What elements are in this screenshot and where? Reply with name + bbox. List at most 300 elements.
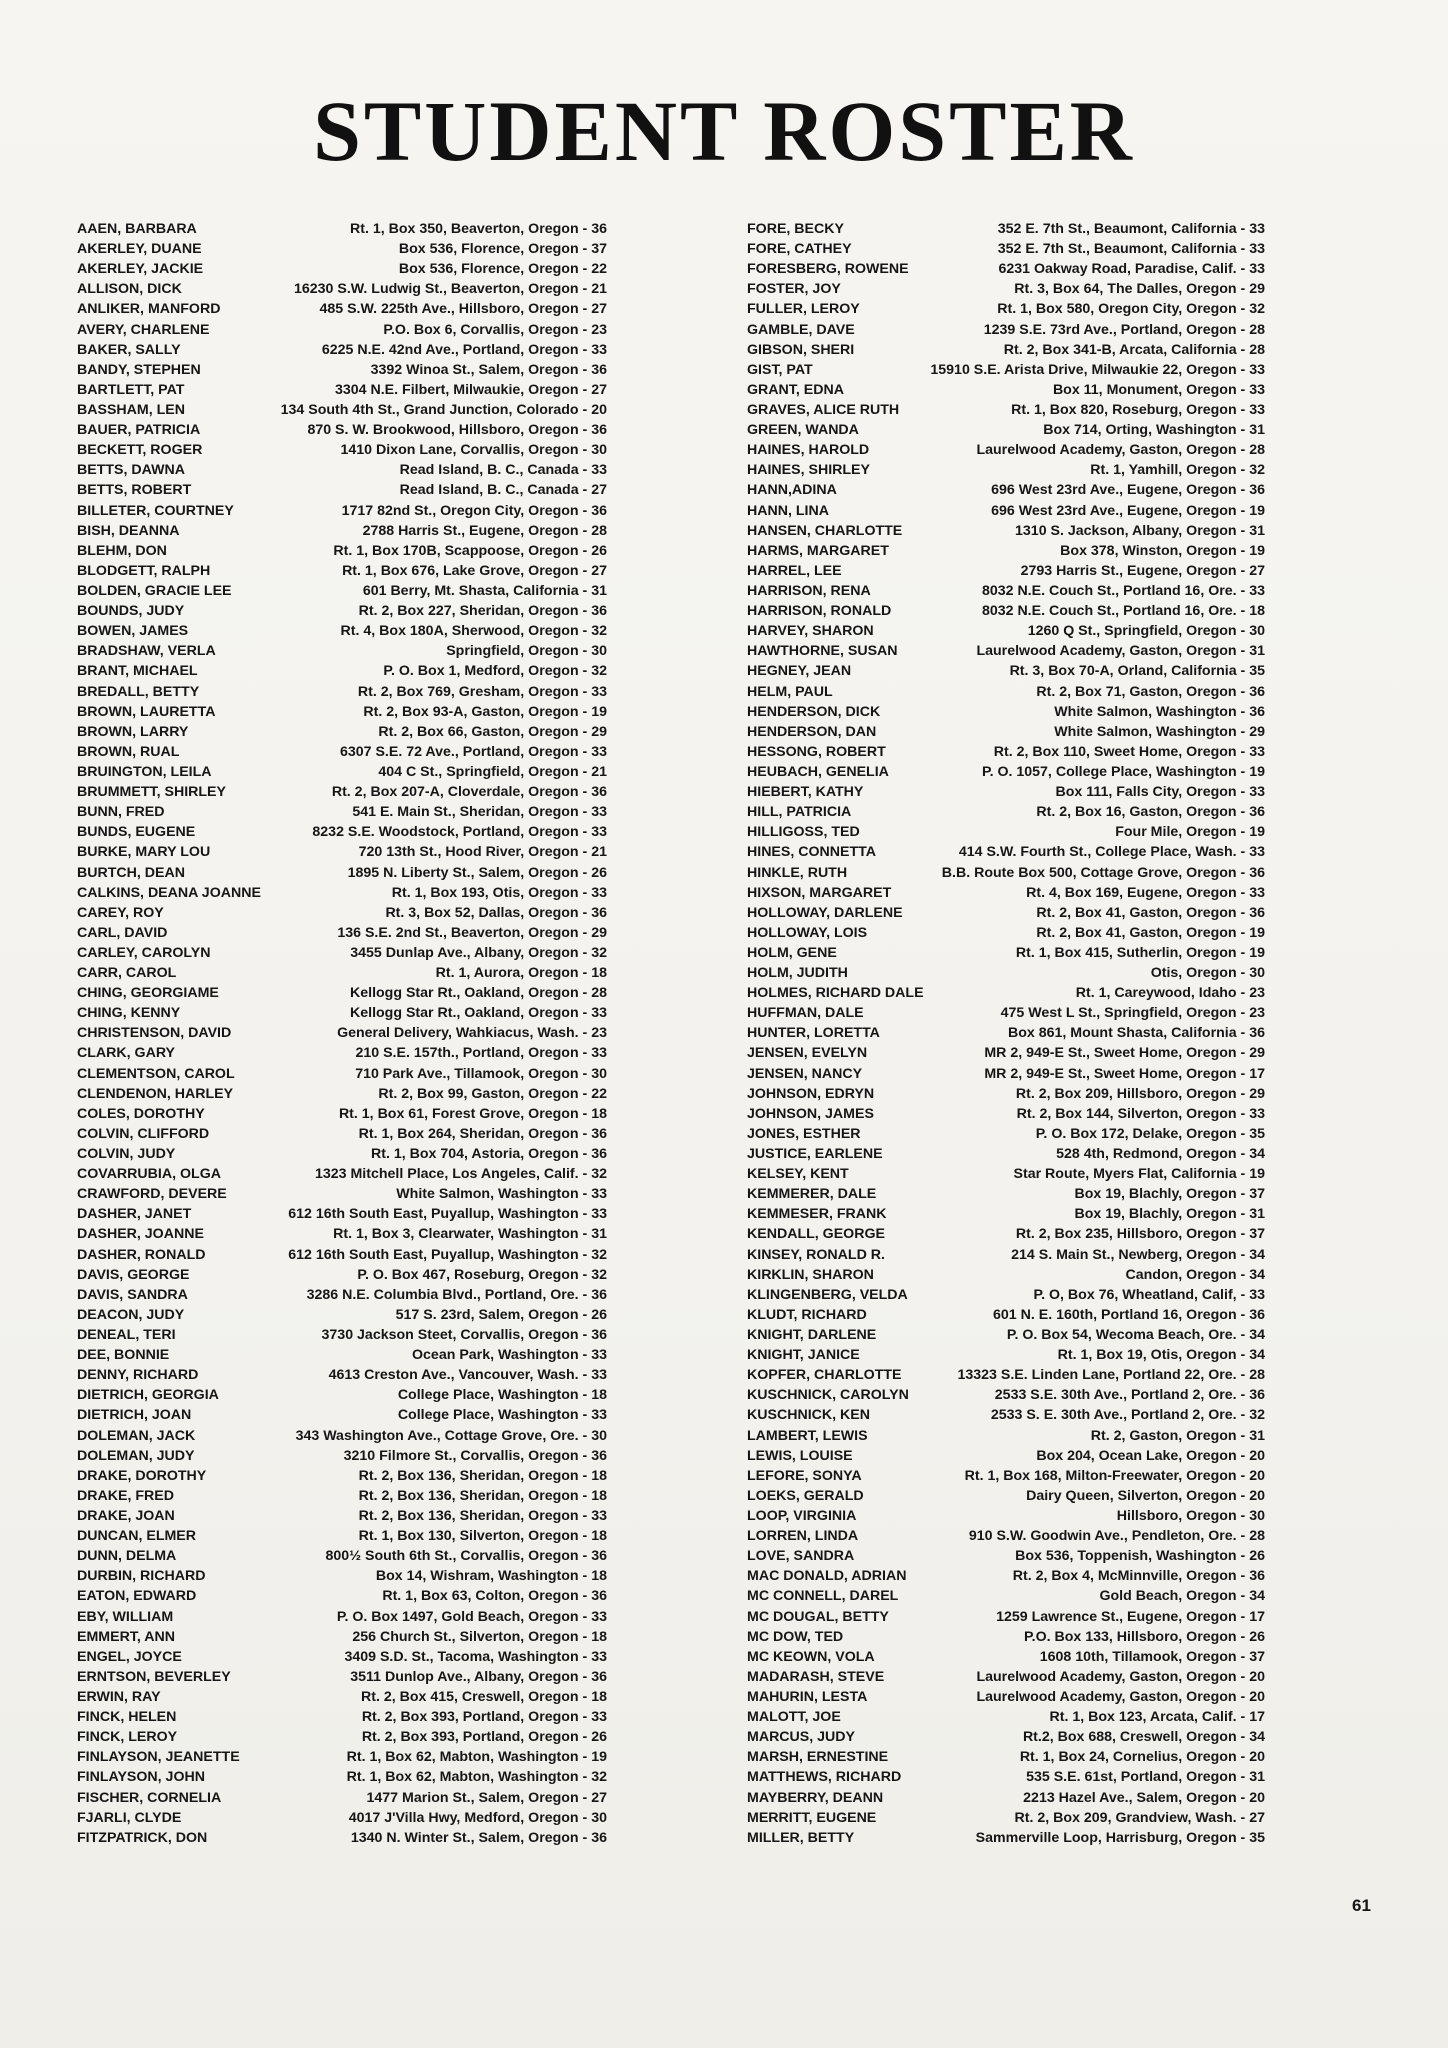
roster-entry [77, 1627, 607, 1647]
roster-entry [77, 1204, 607, 1224]
student-address: Box 19, Blachly, Oregon - 37 [1074, 1186, 1265, 1203]
roster-entry [77, 1064, 607, 1084]
student-address: Box 536, Florence, Oregon - 37 [398, 241, 607, 258]
student-name: MAC DONALD, ADRIAN [747, 1568, 907, 1585]
student-name: BRANT, MICHAEL [77, 663, 198, 680]
roster-entry [747, 1808, 1265, 1828]
student-name: HILLIGOSS, TED [747, 824, 860, 841]
student-name: BUNDS, EUGENE [77, 824, 196, 841]
student-address: 1410 Dixon Lane, Corvallis, Oregon - 30 [340, 442, 607, 459]
student-address: 2533 S.E. 30th Ave., Portland 2, Ore. - 36 [994, 1387, 1265, 1404]
roster-entry [747, 1064, 1265, 1084]
roster-entry [77, 1245, 607, 1265]
student-address: Ocean Park, Washington - 33 [412, 1347, 607, 1364]
roster-entry [77, 883, 607, 903]
roster-entry [747, 661, 1265, 681]
student-address: 414 S.W. Fourth St., College Place, Wash. - 33 [958, 844, 1265, 861]
student-address: 1895 N. Liberty St., Salem, Oregon - 26 [347, 864, 607, 881]
roster-entry [747, 1526, 1265, 1546]
student-name: HEGNEY, JEAN [747, 663, 852, 680]
student-address: Rt. 2, Box 99, Gaston, Oregon - 22 [378, 1085, 607, 1102]
student-address: Rt. 2, Box 136, Sheridan, Oregon - 33 [358, 1508, 607, 1524]
student-address: P. O. Box 1497, Gold Beach, Oregon - 33 [336, 1608, 607, 1625]
student-name: HARRISON, RENA [747, 582, 871, 599]
student-address: 13323 S.E. Linden Lane, Portland 22, Ore. - 28 [957, 1367, 1265, 1384]
student-address: Laurelwood Academy, Gaston, Oregon - 28 [976, 442, 1265, 459]
student-address: MR 2, 949-E St., Sweet Home, Oregon - 17 [984, 1065, 1265, 1082]
student-address: 800½ South 6th St., Corvallis, Oregon - 36 [325, 1548, 607, 1565]
roster-entry [77, 682, 607, 702]
student-name: KLINGENBERG, VELDA [747, 1286, 908, 1303]
student-name: BETTS, ROBERT [77, 482, 192, 499]
roster-entry [747, 239, 1265, 259]
student-address: Rt. 1, Yamhill, Oregon - 32 [1090, 462, 1265, 479]
student-name: CRAWFORD, DEVERE [77, 1186, 227, 1203]
student-address: Rt. 2, Box 209, Grandview, Wash. - 27 [1014, 1809, 1265, 1826]
student-name: LAMBERT, LEWIS [747, 1427, 868, 1444]
roster-entry [77, 380, 607, 400]
student-address: Otis, Oregon - 30 [1150, 965, 1265, 982]
roster-entry [747, 1124, 1265, 1144]
student-address: 210 S.E. 157th., Portland, Oregon - 33 [355, 1045, 607, 1062]
student-address: Rt. 1, Box 3, Clearwater, Washington - 31 [333, 1226, 607, 1243]
student-address: 352 E. 7th St., Beaumont, California - 33 [997, 221, 1265, 237]
student-name: MILLER, BETTY [747, 1829, 855, 1846]
student-name: BROWN, RUAL [77, 743, 180, 760]
roster-entry [77, 1566, 607, 1586]
student-name: JOHNSON, JAMES [747, 1105, 874, 1122]
student-address: 352 E. 7th St., Beaumont, California - 33 [997, 241, 1265, 258]
student-address: Box 536, Toppenish, Washington - 26 [1015, 1548, 1265, 1565]
roster-entry [747, 682, 1265, 702]
student-address: Rt. 1, Box 24, Cornelius, Oregon - 20 [1019, 1749, 1265, 1766]
student-name: MERRITT, EUGENE [747, 1809, 877, 1826]
student-address: 6225 N.E. 42nd Ave., Portland, Oregon - 33 [321, 341, 607, 358]
student-address: 3286 N.E. Columbia Blvd., Portland, Ore. - 36 [306, 1286, 607, 1303]
roster-entry [747, 1828, 1265, 1848]
student-name: MAYBERRY, DEANN [747, 1789, 884, 1806]
student-address: 601 N. E. 160th, Portland 16, Oregon - 36 [992, 1306, 1265, 1323]
roster-entry [747, 1446, 1265, 1466]
student-name: BLODGETT, RALPH [77, 562, 211, 579]
roster-entry [77, 1345, 607, 1365]
student-name: HARVEY, SHARON [747, 623, 874, 640]
roster-entry [747, 601, 1265, 621]
roster-entry [747, 1747, 1265, 1767]
roster-entry [77, 601, 607, 621]
student-name: HELM, PAUL [747, 683, 833, 700]
student-address: 1310 S. Jackson, Albany, Oregon - 31 [1015, 522, 1265, 539]
student-name: BURKE, MARY LOU [77, 844, 211, 861]
student-address: P. O. Box 172, Delake, Oregon - 35 [1035, 1125, 1265, 1142]
student-address: Laurelwood Academy, Gaston, Oregon - 20 [976, 1668, 1265, 1685]
roster-entry [747, 863, 1265, 883]
roster-entry [77, 1124, 607, 1144]
roster-entry [77, 1727, 607, 1747]
student-name: ERWIN, RAY [77, 1688, 161, 1705]
student-name: FORE, BECKY [747, 221, 844, 237]
student-name: BROWN, LARRY [77, 723, 189, 740]
student-name: GIBSON, SHERI [747, 341, 855, 358]
roster-entry [77, 1104, 607, 1124]
student-name: HENDERSON, DAN [747, 723, 877, 740]
roster-entry [77, 782, 607, 802]
student-address: 601 Berry, Mt. Shasta, California - 31 [362, 582, 607, 599]
roster-entry [77, 1385, 607, 1405]
student-name: JOHNSON, EDRYN [747, 1085, 875, 1102]
student-name: HARRISON, RONALD [747, 603, 892, 620]
roster-entry [77, 1224, 607, 1244]
roster-entry [747, 742, 1265, 762]
roster-entry [77, 460, 607, 480]
student-address: P. O. Box 467, Roseburg, Oregon - 32 [357, 1266, 607, 1283]
roster-entry [77, 621, 607, 641]
student-address: 2793 Harris St., Eugene, Oregon - 27 [1020, 562, 1265, 579]
student-name: BRADSHAW, VERLA [77, 643, 216, 660]
student-name: HOLLOWAY, DARLENE [747, 904, 903, 921]
student-name: LEFORE, SONYA [747, 1467, 862, 1484]
roster-entry [747, 279, 1265, 299]
student-name: KEMMERER, DALE [747, 1186, 877, 1203]
student-address: Kellogg Star Rt., Oakland, Oregon - 28 [350, 985, 607, 1002]
student-address: Rt. 2, Box 71, Gaston, Oregon - 36 [1036, 683, 1265, 700]
roster-entry [77, 360, 607, 380]
student-address: P. O, Box 76, Wheatland, Calif, - 33 [1033, 1286, 1265, 1303]
student-name: MATTHEWS, RICHARD [747, 1769, 902, 1786]
student-name: DURBIN, RICHARD [77, 1568, 206, 1585]
roster-entry [747, 722, 1265, 742]
student-address: 696 West 23rd Ave., Eugene, Oregon - 36 [991, 482, 1265, 499]
student-name: ALLISON, DICK [77, 281, 182, 298]
student-name: MARCUS, JUDY [747, 1729, 855, 1746]
roster-entry [747, 1707, 1265, 1727]
student-address: Laurelwood Academy, Gaston, Oregon - 20 [976, 1688, 1265, 1705]
student-address: Kellogg Star Rt., Oakland, Oregon - 33 [350, 1005, 607, 1022]
roster-entry [747, 1426, 1265, 1446]
roster-entry [747, 1486, 1265, 1506]
student-name: DIETRICH, JOAN [77, 1407, 192, 1424]
roster-entry [77, 1667, 607, 1687]
student-name: BARTLETT, PAT [77, 381, 185, 398]
student-name: HARREL, LEE [747, 562, 842, 579]
student-address: Rt. 1, Box 580, Oregon City, Oregon - 32 [997, 301, 1265, 318]
student-name: FINLAYSON, JEANETTE [77, 1749, 240, 1766]
roster-entry [77, 822, 607, 842]
roster-entry [77, 1003, 607, 1023]
student-name: HOLM, JUDITH [747, 965, 848, 982]
student-address: Rt. 2, Box 136, Sheridan, Oregon - 18 [358, 1487, 607, 1504]
roster-entry [747, 1325, 1265, 1345]
student-address: 475 West L St., Springfield, Oregon - 23 [1000, 1005, 1265, 1022]
roster-entry [77, 1325, 607, 1345]
student-address: Rt. 2, Box 769, Gresham, Oregon - 33 [357, 683, 607, 700]
roster-entry [747, 621, 1265, 641]
student-name: BECKETT, ROGER [77, 442, 203, 459]
student-address: 256 Church St., Silverton, Oregon - 18 [352, 1628, 607, 1645]
student-address: 528 4th, Redmond, Oregon - 34 [1056, 1146, 1265, 1163]
student-name: LORREN, LINDA [747, 1528, 859, 1545]
roster-entry [747, 501, 1265, 521]
student-name: LOOP, VIRGINIA [747, 1508, 857, 1524]
student-name: BASSHAM, LEN [77, 401, 185, 418]
student-address: 8032 N.E. Couch St., Portland 16, Ore. - 18 [981, 603, 1265, 620]
roster-entry [77, 1788, 607, 1808]
student-address: 696 West 23rd Ave., Eugene, Oregon - 19 [991, 502, 1265, 519]
roster-entry [747, 480, 1265, 500]
roster-entry [77, 480, 607, 500]
student-name: BAUER, PATRICIA [77, 422, 201, 439]
student-address: 3511 Dunlop Ave., Albany, Oregon - 36 [350, 1668, 607, 1685]
student-name: BOUNDS, JUDY [77, 603, 185, 620]
roster-entry [77, 1023, 607, 1043]
student-name: LOVE, SANDRA [747, 1548, 855, 1565]
roster-entry [747, 923, 1265, 943]
roster-entry [77, 1466, 607, 1486]
student-address: Rt. 2, Box 41, Gaston, Oregon - 36 [1036, 904, 1265, 921]
student-name: KUSCHNICK, CAROLYN [747, 1387, 909, 1404]
roster-entry [747, 440, 1265, 460]
student-address: Rt. 3, Box 64, The Dalles, Oregon - 29 [1014, 281, 1265, 298]
student-address: 3409 S.D. St., Tacoma, Washington - 33 [344, 1648, 607, 1665]
student-address: 4613 Creston Ave., Vancouver, Wash. - 33 [328, 1367, 607, 1384]
roster-entry [747, 641, 1265, 661]
student-name: FINLAYSON, JOHN [77, 1769, 205, 1786]
roster-entry [77, 1144, 607, 1164]
student-name: DRAKE, FRED [77, 1487, 174, 1504]
student-address: P. O. Box 54, Wecoma Beach, Ore. - 34 [1006, 1327, 1265, 1344]
roster-entry [747, 1566, 1265, 1586]
student-address: Springfield, Oregon - 30 [446, 643, 607, 660]
roster-column-right [747, 219, 1265, 1848]
student-address: Hillsboro, Oregon - 30 [1116, 1508, 1265, 1524]
student-name: BAKER, SALLY [77, 341, 181, 358]
student-address: Box 204, Ocean Lake, Oregon - 20 [1036, 1447, 1265, 1464]
roster-entry [77, 722, 607, 742]
roster-entry [747, 943, 1265, 963]
student-name: KIRKLIN, SHARON [747, 1266, 874, 1283]
roster-entry [747, 1144, 1265, 1164]
roster-entry [77, 1084, 607, 1104]
student-address: Candon, Oregon - 34 [1125, 1266, 1265, 1283]
student-address: 612 16th South East, Puyallup, Washington - 32 [288, 1246, 607, 1263]
roster-entry [747, 400, 1265, 420]
student-name: HANSEN, CHARLOTTE [747, 522, 903, 539]
student-address: Rt. 2, Box 393, Portland, Oregon - 33 [361, 1709, 607, 1726]
student-name: CHRISTENSON, DAVID [77, 1025, 232, 1042]
roster-entry [77, 1184, 607, 1204]
student-address: Rt.2, Box 688, Creswell, Oregon - 34 [1022, 1729, 1265, 1746]
student-address: 870 S. W. Brookwood, Hillsboro, Oregon - 36 [307, 422, 607, 439]
student-name: BOWEN, JAMES [77, 623, 189, 640]
roster-entry [77, 259, 607, 279]
roster-entry [747, 842, 1265, 862]
student-address: Rt. 4, Box 180A, Sherwood, Oregon - 32 [340, 623, 607, 640]
roster-entry [747, 219, 1265, 239]
student-name: ERNTSON, BEVERLEY [77, 1668, 231, 1685]
student-address: Box 19, Blachly, Oregon - 31 [1074, 1206, 1265, 1223]
student-name: HIXSON, MARGARET [747, 884, 892, 901]
student-address: P. O. 1057, College Place, Washington - 19 [981, 763, 1265, 780]
student-name: FINCK, LEROY [77, 1729, 178, 1746]
student-name: AKERLEY, DUANE [77, 241, 202, 258]
student-name: DASHER, JANET [77, 1206, 192, 1223]
student-address: Rt. 1, Box 676, Lake Grove, Oregon - 27 [342, 562, 607, 579]
roster-entry [77, 1265, 607, 1285]
roster-entry [747, 1224, 1265, 1244]
student-name: DIETRICH, GEORGIA [77, 1387, 219, 1404]
student-address: P. O. Box 1, Medford, Oregon - 32 [383, 663, 607, 680]
student-address: 720 13th St., Hood River, Oregon - 21 [358, 844, 607, 861]
student-address: Rt. 1, Box 193, Otis, Oregon - 33 [391, 884, 607, 901]
roster-entry [77, 1043, 607, 1063]
roster-entry [747, 1043, 1265, 1063]
student-address: Box 11, Monument, Oregon - 33 [1052, 381, 1265, 398]
student-address: 612 16th South East, Puyallup, Washington - 33 [288, 1206, 607, 1223]
student-name: HOLM, GENE [747, 944, 837, 961]
student-name: JENSEN, NANCY [747, 1065, 863, 1082]
roster-column-left [77, 219, 607, 1848]
student-address: Rt. 2, Box 227, Sheridan, Oregon - 36 [358, 603, 607, 620]
student-name: MADARASH, STEVE [747, 1668, 885, 1685]
roster-entry [747, 1727, 1265, 1747]
student-name: MC DOW, TED [747, 1628, 844, 1645]
roster-entry [77, 561, 607, 581]
roster-entry [747, 1586, 1265, 1606]
roster-entry [747, 521, 1265, 541]
student-name: ANLIKER, MANFORD [77, 301, 221, 318]
roster-entry [77, 521, 607, 541]
roster-entry [747, 1285, 1265, 1305]
student-name: BETTS, DAWNA [77, 462, 185, 479]
student-name: FORESBERG, ROWENE [747, 261, 909, 278]
student-address: General Delivery, Wahkiacus, Wash. - 23 [337, 1025, 607, 1042]
roster-entry [77, 1546, 607, 1566]
student-name: HIEBERT, KATHY [747, 784, 864, 801]
student-name: AAEN, BARBARA [77, 221, 197, 237]
student-address: Rt. 3, Box 70-A, Orland, California - 35 [1009, 663, 1265, 680]
student-address: Rt. 1, Box 170B, Scappoose, Oregon - 26 [333, 542, 607, 559]
student-name: HINES, CONNETTA [747, 844, 877, 861]
student-address: 136 S.E. 2nd St., Beaverton, Oregon - 29 [337, 924, 607, 941]
student-address: Star Route, Myers Flat, California - 19 [1013, 1166, 1265, 1183]
roster-entry [77, 1526, 607, 1546]
roster-entry [77, 1828, 607, 1848]
student-address: 1340 N. Winter St., Salem, Oregon - 36 [350, 1829, 607, 1846]
student-address: Rt. 2, Box 144, Silverton, Oregon - 33 [1016, 1105, 1265, 1122]
roster-entry [747, 1627, 1265, 1647]
student-address: MR 2, 949-E St., Sweet Home, Oregon - 29 [984, 1045, 1265, 1062]
student-name: DOLEMAN, JACK [77, 1427, 196, 1444]
student-address: 1259 Lawrence St., Eugene, Oregon - 17 [996, 1608, 1265, 1625]
student-name: MALOTT, JOE [747, 1709, 841, 1726]
student-name: HANN,ADINA [747, 482, 837, 499]
roster-entry [77, 983, 607, 1003]
student-name: DRAKE, DOROTHY [77, 1467, 207, 1484]
roster-entry [77, 1607, 607, 1627]
student-address: P.O. Box 6, Corvallis, Oregon - 23 [383, 321, 607, 338]
student-name: KINSEY, RONALD R. [747, 1246, 885, 1263]
roster-entry [77, 541, 607, 561]
student-address: Rt. 1, Box 264, Sheridan, Oregon - 36 [358, 1125, 607, 1142]
student-address: Box 14, Wishram, Washington - 18 [375, 1568, 607, 1585]
student-address: 1323 Mitchell Place, Los Angeles, Calif. - 32 [314, 1166, 607, 1183]
student-name: CAREY, ROY [77, 904, 164, 921]
student-name: MC CONNELL, DAREL [747, 1588, 899, 1605]
roster-entry [747, 561, 1265, 581]
student-address: Rt. 2, Box 235, Hillsboro, Oregon - 37 [1015, 1226, 1265, 1243]
student-address: Rt. 2, Box 93-A, Gaston, Oregon - 19 [363, 703, 607, 720]
student-address: 1260 Q St., Springfield, Oregon - 30 [1027, 623, 1265, 640]
roster-entry [747, 883, 1265, 903]
roster-entry [77, 903, 607, 923]
student-address: P.O. Box 133, Hillsboro, Oregon - 26 [1024, 1628, 1265, 1645]
student-address: Rt. 2, Box 110, Sweet Home, Oregon - 33 [993, 743, 1265, 760]
student-name: BUNN, FRED [77, 804, 165, 821]
roster-entry [77, 1486, 607, 1506]
student-address: 1717 82nd St., Oregon City, Oregon - 36 [341, 502, 607, 519]
student-address: 8032 N.E. Couch St., Portland 16, Ore. - 33 [981, 582, 1265, 599]
student-address: Read Island, B. C., Canada - 27 [399, 482, 607, 499]
student-name: DUNCAN, ELMER [77, 1528, 197, 1545]
student-address: Gold Beach, Oregon - 34 [1099, 1588, 1265, 1605]
student-address: White Salmon, Washington - 33 [396, 1186, 607, 1203]
roster-entry [77, 762, 607, 782]
student-name: COLES, DOROTHY [77, 1105, 205, 1122]
student-name: BREDALL, BETTY [77, 683, 200, 700]
student-name: CHING, KENNY [77, 1005, 181, 1022]
student-address: 3455 Dunlap Ave., Albany, Oregon - 32 [350, 944, 607, 961]
roster-entry [747, 1687, 1265, 1707]
student-name: DAVIS, SANDRA [77, 1286, 188, 1303]
roster-entry [77, 702, 607, 722]
student-name: ENGEL, JOYCE [77, 1648, 182, 1665]
student-address: 6307 S.E. 72 Ave., Portland, Oregon - 33 [339, 743, 607, 760]
student-address: White Salmon, Washington - 36 [1054, 703, 1265, 720]
roster-entry [747, 1204, 1265, 1224]
student-address: 16230 S.W. Ludwig St., Beaverton, Oregon - 21 [294, 281, 607, 298]
student-name: FISCHER, CORNELIA [77, 1789, 222, 1806]
student-address: Read Island, B. C., Canada - 33 [399, 462, 607, 479]
student-address: Rt. 1, Box 820, Roseburg, Oregon - 33 [1011, 401, 1265, 418]
student-address: Four Mile, Oregon - 19 [1115, 824, 1265, 841]
student-address: Rt. 3, Box 52, Dallas, Oregon - 36 [385, 904, 607, 921]
student-name: DASHER, JOANNE [77, 1226, 204, 1243]
student-name: EATON, EDWARD [77, 1588, 197, 1605]
roster-entry [77, 1446, 607, 1466]
roster-entry [77, 1365, 607, 1385]
student-address: College Place, Washington - 18 [397, 1387, 607, 1404]
roster-entry [747, 581, 1265, 601]
student-name: HINKLE, RUTH [747, 864, 848, 881]
roster-entry [747, 340, 1265, 360]
student-name: DASHER, RONALD [77, 1246, 206, 1263]
student-address: 8232 S.E. Woodstock, Portland, Oregon - 33 [312, 824, 607, 841]
student-name: JUSTICE, EARLENE [747, 1146, 883, 1163]
student-address: Rt. 2, Box 207-A, Cloverdale, Oregon - 36 [331, 784, 607, 801]
roster-entry [77, 340, 607, 360]
student-address: 4017 J'Villa Hwy, Medford, Oregon - 30 [348, 1809, 607, 1826]
student-name: KNIGHT, JANICE [747, 1347, 860, 1364]
roster-entry [77, 1767, 607, 1787]
roster-entry [77, 742, 607, 762]
student-address: Box 111, Falls City, Oregon - 33 [1055, 784, 1265, 801]
roster-entry [747, 1003, 1265, 1023]
student-name: KLUDT, RICHARD [747, 1306, 867, 1323]
student-name: HOLMES, RICHARD DALE [747, 985, 924, 1002]
student-address: Rt. 1, Box 62, Mabton, Washington - 19 [346, 1749, 607, 1766]
roster-entry [77, 440, 607, 460]
student-address: 535 S.E. 61st, Portland, Oregon - 31 [1026, 1769, 1265, 1786]
